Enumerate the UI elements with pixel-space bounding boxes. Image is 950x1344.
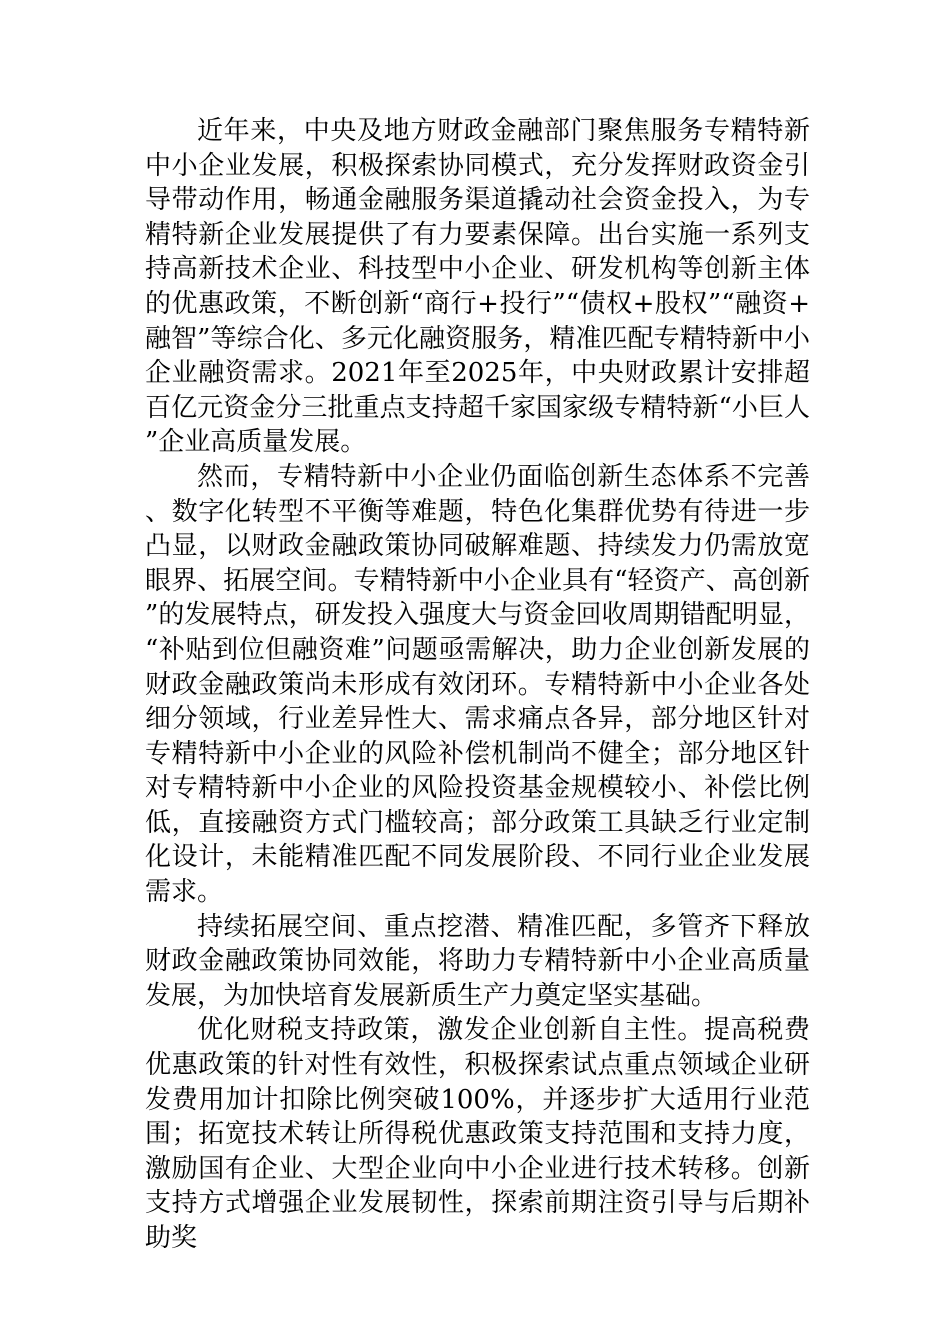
document-page (145, 114, 810, 1256)
paragraph-2: 然而，专精特新中小企业仍面临创新生态体系不完善、数字化转型不平衡等难题，特色化集群优势有待进一步凸显，以财政金融政策协同破解难题、持续发力仍需放宽眼界、拓展空间。专精特新中小企业具有“轻资产、高创新”的发展特点，研发投入强度大与资金回收周期错配明显，“补贴到位但融资难”问题亟需解决，助力企业创新发展的财政金融政策尚未形成有效闭环。专精特新中小企业各处细分领域，行业差异性大、需求痛点各异，部分地区针对专精特新中小企业的风险补偿机制尚不健全；部分地区针对专精特新中小企业的风险投资基金规模较小、补偿比例低，直接融资方式门槛较高；部分政策工具缺乏行业定制化设计，未能精准匹配不同发展阶段、不同行业企业发展需求。 (145, 461, 810, 908)
paragraph-3: 持续拓展空间、重点挖潜、精准匹配，多管齐下释放财政金融政策协同效能，将助力专精特新中小企业高质量发展，为加快培育发展新质生产力奠定坚实基础。 (145, 911, 810, 1011)
paragraph-1: 近年来，中央及地方财政金融部门聚焦服务专精特新中小企业发展，积极探索协同模式，充分发挥财政资金引导带动作用，畅通金融服务渠道撬动社会资金投入，为专精特新企业发展提供了有力要素保障。出台实施一系列支持高新技术企业、科技型中小企业、研发机构等创新主体的优惠政策，不断创新“商行+投行”“债权+股权”“融资+融智”等综合化、多元化融资服务，精准匹配专精特新中小企业融资需求。2021年至2025年，中央财政累计安排超百亿元资金分三批重点支持超千家国家级专精特新“小巨人”企业高质量发展。 (145, 116, 810, 458)
paragraph-4: 优化财税支持政策，激发企业创新自主性。提高税费优惠政策的针对性有效性，积极探索试点重点领域企业研发费用加计扣除比例突破100%，并逐步扩大适用行业范围；拓宽技术转让所得税优惠政策支持范围和支持力度，激励国有企业、大型企业向中小企业进行技术转移。创新支持方式增强企业发展韧性，探索前期注资引导与后期补助奖 (145, 1015, 810, 1253)
